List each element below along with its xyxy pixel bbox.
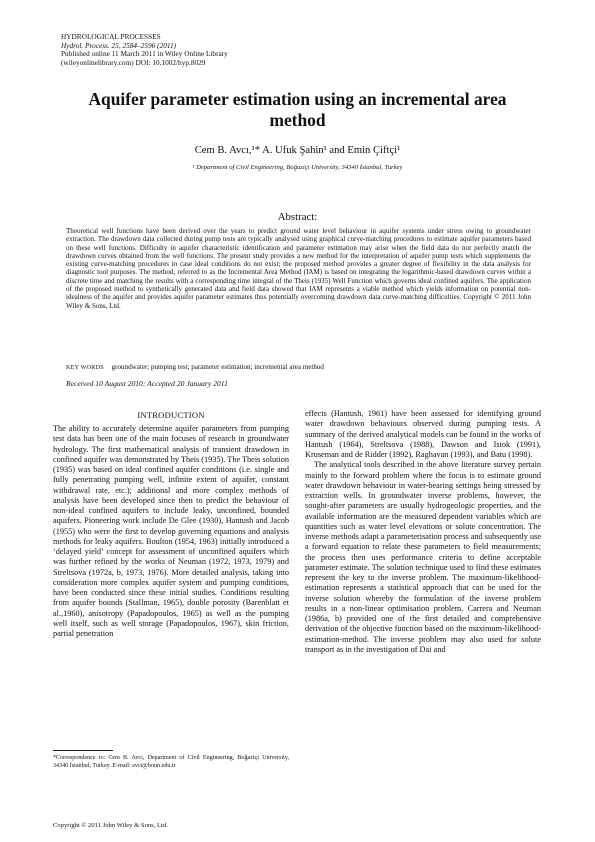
paragraph: The analytical tools described in the above literature survey pertain mainly to the forward problem where the focus is to estimate ground water drawdown behaviour in water-bearing settings being stressed by extraction wells. In groundwater inverse problems, however, the sought-after parameters are usually hydrogeologic properties, and the available information are the measured dependent variables which are quantities such as water level elevations or solute concentration. The inverse methods adapt a parameterisation process and subsequently use a forward equation to relate these parameters to field measurements; the process then uses performance criteria to define acceptable parameter estimate. The solution technique used to find these estimates represent the key to the inverse problem. The maximum-likelihood-estimation represents a statistical approach that can be used for the inverse solution whereby the formulation of the inverse problem results in a non-linear optimisation problem. Carrera and Neuman (1986a, b) provided one of the first detailed and comprehensive derivation of the objective function based on the maximum-likelihood-estimation-method. The inverse problem may also used for solute transport as in the investigation of Dai and xyxy=(305,460,541,654)
keywords-text: groundwater; pumping test; parameter estimation; incremental area method xyxy=(111,363,324,371)
journal-citation: Hydrol. Process. 25, 2584–2596 (2011) xyxy=(61,40,177,50)
paragraph: The ability to accurately determine aquifer parameters from pumping test data has been one of the main focuses of research in groundwater hydrology. The first mathematical analysis of transient drawdown in confined aquifer was demonstrated by Theis (1935). The Theis solution (1935) was based on ideal confined aquifer conditions (i.e. single and fully penetrating pumping well, infinite extent of aquifer, constant withdrawal rate, etc.); additional and more complex methods of analysis have been developed since then to predict the behaviour of non-ideal confined aquifers to include leaky, unconfined, bounded aquifers. Pioneering work include De Glee (1930), Hantush and Jacob (1955) who were the first to develop governing equations and analysis methods for leaky aquifers. Boulton (1954, 1963) initially introduced a ‘delayed yield’ concept for assessment of unconfined aquifers which was further refined by the works of Neuman (1972, 1973, 1979) and Streltsova (1972a, b, 1973, 1976). More detailed analysis, taking into consideration more complex aquifer system and pumping conditions, have been conducted since these initial studies. Conditions resulting from aquifer bounds (Stallman, 1965), double porosity (Barenblatt et al.,1960), anisotropy (Papadopoulos, 1965) as well as the pumping well itself, such as well storage (Papadopoulos, 1967), skin friction, partial penetration xyxy=(53,424,289,638)
journal-name: HYDROLOGICAL PROCESSES xyxy=(61,32,161,41)
abstract-text: Theoretical well functions have been derived over the years to predict ground water level behaviour in aquifer systems under stress owing to groundwater extraction. The drawdown data collected during pump tests are typically analysed using graphical curve-matching procedures to estimate aquifer parameters based on these well functions. Difficulty in aquifer characteristic identification and parameter estimation may arise when the field data do not perfectly match the drawdown curves obtained from the well functions. The present study provides a new method for the interpretation of aquifer pump tests which supplements the existing curve-matching procedures in case ideal conditions do not exist; the proposed method provides a greater degree of flexibility in the data analysis for diagnostic tool purposes. The method, referred to as the Incremental Area Method (IAM) is based on integrating the logarithmic-based drawdown curves within a discrete time and matching the results with a corresponding time integral of the Theis (1935) Well Function which governs ideal confined aquifers. The application of the proposed method to synthetically generated data and field data showed that IAM represents a viable method which yields information on potential non-idealness of the aquifer and provides aquifer parameter estimates thus potentially overcoming drawdown data curve-matching difficulties. Copyright © 2011 John Wiley & Sons, Ltd. xyxy=(66,227,531,310)
publication-info: Published online 11 March 2011 in Wiley Online Library xyxy=(61,49,228,59)
footnote-divider xyxy=(53,750,113,751)
received-dates: Received 10 August 2010; Accepted 20 January 2011 xyxy=(66,379,228,388)
keywords-label: KEY WORDS xyxy=(66,365,104,371)
article-authors: Cem B. Avcı,¹* A. Ufuk Şahin¹ and Emin Çiftçi¹ xyxy=(194,145,401,156)
doi-info: (wileyonlinelibrary.com) DOI: 10.1002/hyp.8029 xyxy=(61,57,206,67)
correspondence-footnote: *Correspondence to: Cem B. Avcı, Department of Civil Engineering, Boğaziçi University, 34340 İstanbul, Turkey. E-mail: avci@boun.edu.tr xyxy=(53,755,289,769)
journal-header xyxy=(61,33,228,67)
article-title: Aquifer parameter estimation using an incremental area method xyxy=(88,89,507,130)
abstract-heading: Abstract: xyxy=(277,211,318,223)
page-copyright: Copyright © 2011 John Wiley & Sons, Ltd. xyxy=(53,822,168,829)
author-affiliation: ¹ Department of Civil Engineering, Boğaziçi University, 34340 İstanbul, Turkey xyxy=(192,164,403,171)
section-heading-introduction: INTRODUCTION xyxy=(137,410,205,420)
body-column-left xyxy=(53,424,289,639)
paragraph: effects (Hantush, 1961) have been assessed for identifying ground water drawdown behaviours observed during pumping tests. A summary of the derived analytical models can be found in the works of Hantush (1964), Streltsova (1988), Dawson and Istok (1991), Kruseman and de Ridder (1992), Raghavan (1993), and Batu (1998). xyxy=(305,409,541,459)
body-column-right xyxy=(305,409,541,655)
keywords-line xyxy=(66,363,324,371)
